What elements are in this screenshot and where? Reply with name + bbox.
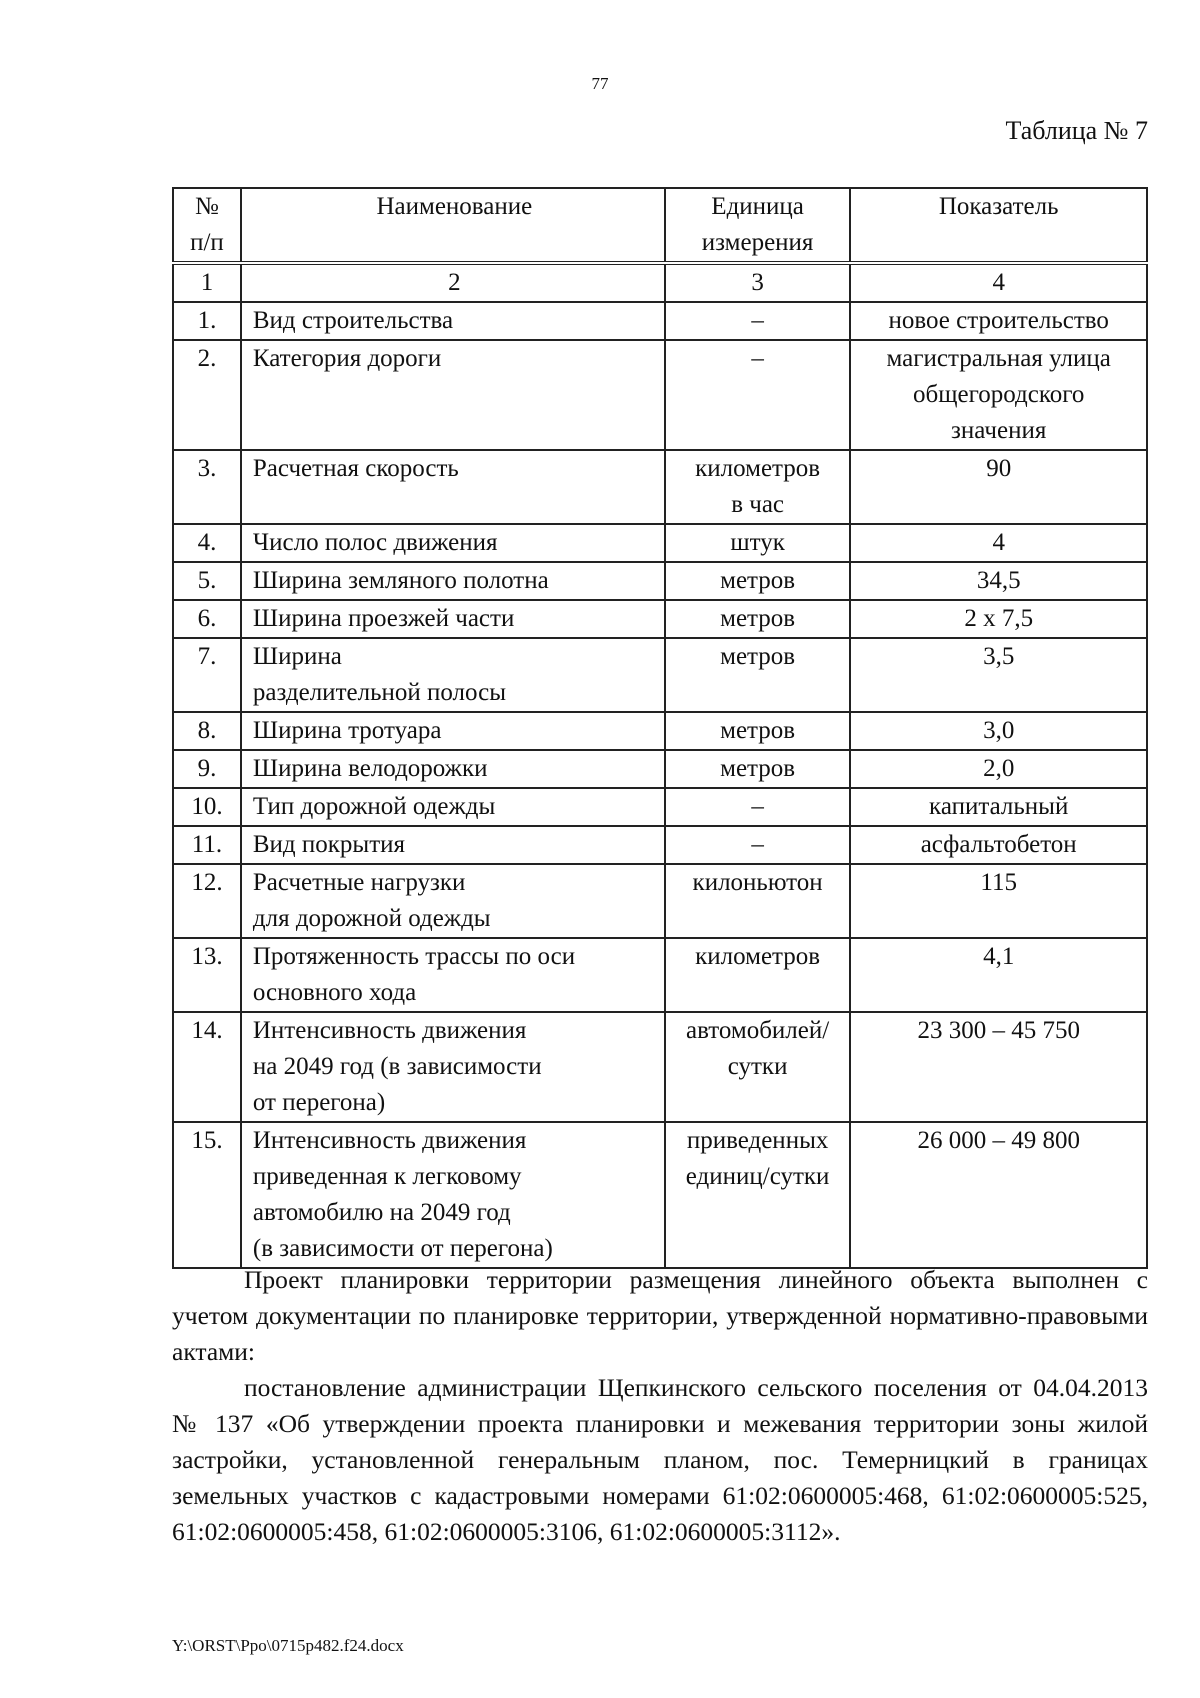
row-value-cell: 26 000 – 49 800: [850, 1122, 1147, 1268]
row-value-cell: 3,0: [850, 712, 1147, 750]
row-value-cell: 4: [850, 524, 1147, 562]
row-name-cell: Расчетная скорость: [241, 450, 665, 524]
paragraph-intro: Проект планировки территории размещения линейного объекта выполнен с учетом документации по планировке территории, утвержденной нормативно-правовыми актами:: [172, 1265, 1148, 1366]
header-value: Показатель: [850, 188, 1147, 263]
row-unit-cell: метров: [665, 712, 851, 750]
table-row: [173, 450, 1147, 524]
row-name-cell: Ширина тротуара: [241, 712, 665, 750]
row-unit-cell: километров в час: [665, 450, 851, 524]
table-row: [173, 562, 1147, 600]
row-value-cell: 4,1: [850, 938, 1147, 1012]
column-number: 1: [173, 263, 241, 302]
row-number-cell: 3.: [173, 450, 241, 524]
row-name-cell: Ширина земляного полотна: [241, 562, 665, 600]
row-value-cell: капитальный: [850, 788, 1147, 826]
table-row: [173, 788, 1147, 826]
row-number-cell: 2.: [173, 340, 241, 450]
row-name-cell: Расчетные нагрузки для дорожной одежды: [241, 864, 665, 938]
table-row: [173, 638, 1147, 712]
row-unit-cell: –: [665, 788, 851, 826]
row-value-cell: асфальтобетон: [850, 826, 1147, 864]
row-number-cell: 11.: [173, 826, 241, 864]
row-number-cell: 15.: [173, 1122, 241, 1268]
table-row: [173, 600, 1147, 638]
row-value-cell: 3,5: [850, 638, 1147, 712]
column-number: 4: [850, 263, 1147, 302]
table-row: [173, 1122, 1147, 1268]
table-row: [173, 712, 1147, 750]
body-text: [172, 1262, 1148, 1550]
table-row: [173, 340, 1147, 450]
row-number-cell: 9.: [173, 750, 241, 788]
footer-file-path: Y:\ORST\Ppo\0715p482.f24.docx: [172, 1636, 404, 1655]
row-number-cell: 10.: [173, 788, 241, 826]
table-row: [173, 1012, 1147, 1122]
row-number-cell: 7.: [173, 638, 241, 712]
row-name-cell: Интенсивность движения на 2049 год (в зависимости от перегона): [241, 1012, 665, 1122]
table-caption: Таблица № 7: [1005, 116, 1148, 145]
row-name-cell: Ширина проезжей части: [241, 600, 665, 638]
table-row: [173, 524, 1147, 562]
row-unit-cell: –: [665, 302, 851, 340]
row-name-cell: Число полос движения: [241, 524, 665, 562]
row-number-cell: 4.: [173, 524, 241, 562]
row-unit-cell: приведенных единиц/сутки: [665, 1122, 851, 1268]
row-value-cell: 23 300 – 45 750: [850, 1012, 1147, 1122]
row-number-cell: 8.: [173, 712, 241, 750]
row-unit-cell: километров: [665, 938, 851, 1012]
row-unit-cell: –: [665, 826, 851, 864]
row-number-cell: 5.: [173, 562, 241, 600]
row-unit-cell: килоньютон: [665, 864, 851, 938]
row-unit-cell: метров: [665, 562, 851, 600]
row-unit-cell: автомобилей/ сутки: [665, 1012, 851, 1122]
table-row: [173, 750, 1147, 788]
row-name-cell: Тип дорожной одежды: [241, 788, 665, 826]
row-number-cell: 14.: [173, 1012, 241, 1122]
row-name-cell: Вид строительства: [241, 302, 665, 340]
row-number-cell: 1.: [173, 302, 241, 340]
row-name-cell: Ширина разделительной полосы: [241, 638, 665, 712]
parameters-table: [172, 187, 1148, 1269]
row-unit-cell: метров: [665, 750, 851, 788]
header-name: Наименование: [241, 188, 665, 263]
row-value-cell: 2,0: [850, 750, 1147, 788]
row-name-cell: Протяженность трассы по оси основного хода: [241, 938, 665, 1012]
page-number: 77: [591, 74, 609, 93]
row-unit-cell: метров: [665, 638, 851, 712]
row-value-cell: 34,5: [850, 562, 1147, 600]
row-unit-cell: метров: [665, 600, 851, 638]
row-value-cell: 115: [850, 864, 1147, 938]
row-name-cell: Интенсивность движения приведенная к легковому автомобилю на 2049 год (в зависимости от перегона): [241, 1122, 665, 1268]
table-row: [173, 864, 1147, 938]
row-unit-cell: –: [665, 340, 851, 450]
table-row: [173, 938, 1147, 1012]
table-row: [173, 302, 1147, 340]
row-value-cell: 90: [850, 450, 1147, 524]
row-value-cell: новое строительство: [850, 302, 1147, 340]
table-row: [173, 826, 1147, 864]
header-unit: Единица измерения: [665, 188, 851, 263]
row-name-cell: Вид покрытия: [241, 826, 665, 864]
column-numbering-row: [173, 263, 1147, 302]
paragraph-resolution: постановление администрации Щепкинского сельского поселения от 04.04.2013 № 137 «Об утверждении проекта планировки и межевания территории зоны жилой застройки, установленной генеральным планом, пос. Темерницкий в границах земельных участков с кадастровыми номерами 61:02:0600005:468, 61:02:0600005:525, 61:02:0600005:458, 61:02:0600005:3106, 61:02:0600005:3112».: [172, 1373, 1148, 1546]
row-value-cell: магистральная улица общегородского значения: [850, 340, 1147, 450]
row-number-cell: 6.: [173, 600, 241, 638]
row-unit-cell: штук: [665, 524, 851, 562]
column-number: 2: [241, 263, 665, 302]
row-value-cell: 2 x 7,5: [850, 600, 1147, 638]
row-name-cell: Ширина велодорожки: [241, 750, 665, 788]
header-num: № п/п: [173, 188, 241, 263]
table-header-row: [173, 188, 1147, 263]
column-number: 3: [665, 263, 851, 302]
row-number-cell: 13.: [173, 938, 241, 1012]
row-name-cell: Категория дороги: [241, 340, 665, 450]
row-number-cell: 12.: [173, 864, 241, 938]
